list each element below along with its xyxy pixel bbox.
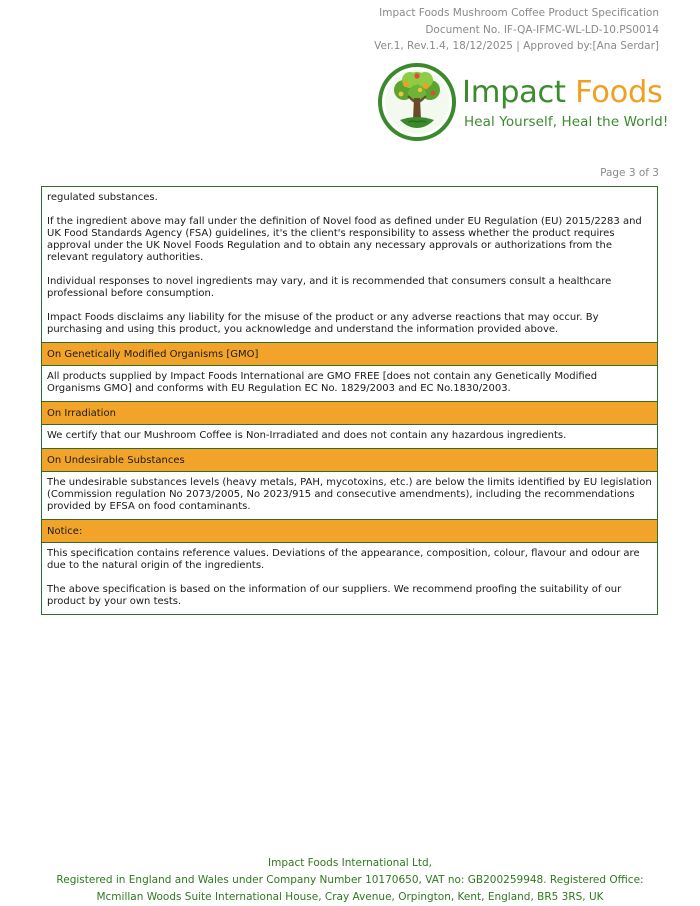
liability-disclaimer-paragraph: Impact Foods disclaims any liability for the misuse of the product or any adverse reactions that may occur. By purchasing and using this product, you acknowledge and understand the information provided above. <box>47 312 599 335</box>
notice-section-body <box>42 542 657 614</box>
undesirable-substances-text: The undesirable substances levels (heavy metals, PAH, mycotoxins, etc.) are below the limits identified by EU legislation (Commission regulation No 2073/2005, No 2023/915 and consecutive amendments), including the recommendations provided by EFSA on food contaminants. <box>47 477 652 512</box>
company-logo <box>378 62 669 146</box>
undesirable-substances-body <box>42 471 657 519</box>
continuation-section <box>42 187 657 342</box>
footer-company-name: Impact Foods International Ltd, <box>268 857 432 869</box>
gmo-section-header: On Genetically Modified Organisms [GMO] <box>42 342 657 365</box>
specification-table <box>41 186 658 615</box>
notice-paragraph-2: The above specification is based on the information of our suppliers. We recommend proofing the suitability of our product by your own tests. <box>47 584 622 607</box>
company-footer <box>0 855 700 906</box>
novel-food-paragraph: If the ingredient above may fall under the definition of Novel food as defined under EU Regulation (EU) 2015/2283 and UK Food Standards Agency (FSA) guidelines, it's the client's responsibility to assess whether the product requires approval under the UK Novel Foods Regulation and to obtain any necessary approvals or authorizations from the relevant regulatory authorities. <box>47 216 642 263</box>
brand-name: Impact Foods <box>462 75 663 110</box>
gmo-section-body <box>42 365 657 401</box>
footer-address: Mcmillan Woods Suite International House, Cray Avenue, Orpington, Kent, England, BR5 3RS, UK <box>96 891 604 903</box>
footer-registration: Registered in England and Wales under Company Number 10170650, VAT no: GB200259948. Registered Office: <box>56 874 644 886</box>
notice-section-header: Notice: <box>42 519 657 542</box>
individual-responses-paragraph: Individual responses to novel ingredients may vary, and it is recommended that consumers consult a healthcare professional before consumption. <box>47 276 612 299</box>
brand-slogan: Heal Yourself, Heal the World! <box>464 114 669 130</box>
document-header <box>374 5 659 55</box>
irradiation-text: We certify that our Mushroom Coffee is Non-Irradiated and does not contain any hazardous ingredients. <box>47 430 567 441</box>
irradiation-section-body <box>42 424 657 448</box>
page-number: Page 3 of 3 <box>600 167 659 179</box>
undesirable-substances-header: On Undesirable Substances <box>42 448 657 471</box>
version-approval-line: Ver.1, Rev.1.4, 18/12/2025 | Approved by:[Ana Serdar] <box>374 40 659 52</box>
irradiation-section-header: On Irradiation <box>42 401 657 424</box>
document-number: Document No. IF-QA-IFMC-WL-LD-10.PS0014 <box>425 23 659 36</box>
tree-emblem-icon <box>378 62 456 142</box>
continuation-paragraph: regulated substances. <box>47 192 158 203</box>
gmo-text: All products supplied by Impact Foods International are GMO FREE [does not contain any Genetically Modified Organisms GMO] and conforms with EU Regulation EC No. 1829/2003 and EC No.1830/2003. <box>47 371 598 394</box>
notice-paragraph-1: This specification contains reference values. Deviations of the appearance, composition, colour, flavour and odour are due to the natural origin of the ingredients. <box>47 548 640 571</box>
document-title: Impact Foods Mushroom Coffee Product Specification <box>379 7 659 19</box>
